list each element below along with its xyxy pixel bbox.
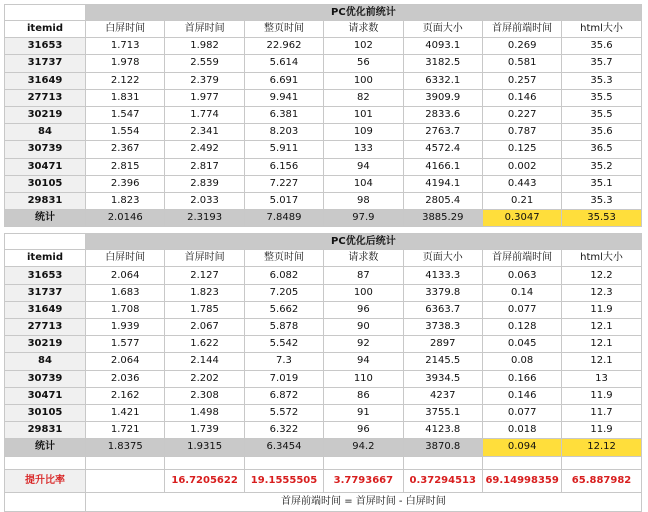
before-value-cell[interactable]: 1.774 (165, 106, 244, 123)
blank-row (5, 456, 642, 469)
after-value-cell[interactable]: 2145.5 (403, 353, 482, 370)
spreadsheet (4, 4, 641, 512)
after-value-cell[interactable]: 3934.5 (403, 370, 482, 387)
before-itemid-cell[interactable]: 31649 (5, 72, 86, 89)
before-column-header: html大小 (562, 21, 641, 38)
section-gap (5, 227, 642, 234)
after-value-cell[interactable]: 5.878 (244, 319, 323, 336)
before-value-cell[interactable]: 5.911 (244, 141, 323, 158)
before-table-row (5, 89, 642, 106)
stats-table (4, 4, 642, 512)
after-table-row (5, 387, 642, 404)
ratio-cell[interactable]: 3.7793667 (324, 469, 403, 492)
after-value-cell[interactable]: 0.063 (482, 267, 561, 284)
after-itemid-cell[interactable]: 29831 (5, 422, 86, 439)
before-value-cell[interactable]: 109 (324, 124, 403, 141)
after-title-blank[interactable] (5, 234, 86, 250)
after-value-cell[interactable]: 12.1 (562, 319, 641, 336)
before-value-cell[interactable]: 0.125 (482, 141, 561, 158)
after-value-cell[interactable]: 2.036 (86, 370, 165, 387)
before-title-blank[interactable] (5, 5, 86, 21)
after-value-cell[interactable]: 91 (324, 404, 403, 421)
before-value-cell[interactable]: 2.559 (165, 55, 244, 72)
after-column-header: html大小 (562, 250, 641, 267)
before-value-cell[interactable]: 9.941 (244, 89, 323, 106)
before-value-cell[interactable]: 0.581 (482, 55, 561, 72)
before-value-cell[interactable]: 2.367 (86, 141, 165, 158)
before-value-cell[interactable]: 2.492 (165, 141, 244, 158)
section-gap-cell (5, 227, 642, 234)
before-value-cell[interactable]: 2.815 (86, 158, 165, 175)
before-summary-cell[interactable]: 3885.29 (403, 210, 482, 227)
after-value-cell[interactable]: 2.144 (165, 353, 244, 370)
after-table-row (5, 301, 642, 318)
after-value-cell[interactable]: 86 (324, 387, 403, 404)
before-value-cell[interactable]: 2.839 (165, 175, 244, 192)
after-table-row (5, 319, 642, 336)
before-value-cell[interactable]: 0.787 (482, 124, 561, 141)
after-value-cell[interactable]: 2.127 (165, 267, 244, 284)
before-value-cell[interactable]: 35.6 (562, 38, 641, 55)
before-value-cell[interactable]: 2.379 (165, 72, 244, 89)
after-value-cell[interactable]: 0.146 (482, 387, 561, 404)
before-value-cell[interactable]: 94 (324, 158, 403, 175)
after-value-cell[interactable]: 87 (324, 267, 403, 284)
after-table-row (5, 422, 642, 439)
after-itemid-cell[interactable]: 84 (5, 353, 86, 370)
ratio-cell[interactable]: 0.37294513 (403, 469, 482, 492)
after-itemid-cell[interactable]: 30105 (5, 404, 86, 421)
after-summary-row (5, 439, 642, 456)
after-value-cell[interactable]: 0.14 (482, 284, 561, 301)
before-summary-cell[interactable]: 7.8489 (244, 210, 323, 227)
before-table-row (5, 141, 642, 158)
before-value-cell[interactable]: 35.6 (562, 124, 641, 141)
before-column-header: 整页时间 (244, 21, 323, 38)
after-value-cell[interactable]: 1.721 (86, 422, 165, 439)
before-value-cell[interactable]: 1.823 (86, 192, 165, 209)
after-value-cell[interactable]: 1.708 (86, 301, 165, 318)
after-value-cell[interactable]: 3755.1 (403, 404, 482, 421)
after-value-cell[interactable]: 1.823 (165, 284, 244, 301)
blank-cell[interactable] (562, 456, 641, 469)
after-itemid-cell[interactable]: 31737 (5, 284, 86, 301)
before-value-cell[interactable]: 1.713 (86, 38, 165, 55)
before-summary-row (5, 210, 642, 227)
before-title-row (5, 5, 642, 21)
before-table-row (5, 158, 642, 175)
after-column-header: 整页时间 (244, 250, 323, 267)
after-value-cell[interactable]: 6363.7 (403, 301, 482, 318)
ratio-label[interactable]: 提升比率 (5, 469, 86, 492)
before-value-cell[interactable]: 22.962 (244, 38, 323, 55)
before-value-cell[interactable]: 36.5 (562, 141, 641, 158)
before-value-cell[interactable]: 0.257 (482, 72, 561, 89)
after-table-row (5, 370, 642, 387)
before-value-cell[interactable]: 3182.5 (403, 55, 482, 72)
before-column-header: 首屏前端时间 (482, 21, 561, 38)
before-value-cell[interactable]: 133 (324, 141, 403, 158)
after-summary-cell[interactable]: 94.2 (324, 439, 403, 456)
before-value-cell[interactable]: 35.5 (562, 89, 641, 106)
before-summary-cell[interactable]: 2.3193 (165, 210, 244, 227)
after-value-cell[interactable]: 1.421 (86, 404, 165, 421)
before-value-cell[interactable]: 82 (324, 89, 403, 106)
before-table-row (5, 192, 642, 209)
blank-cell[interactable] (86, 456, 165, 469)
before-value-cell[interactable]: 2833.6 (403, 106, 482, 123)
before-value-cell[interactable]: 2763.7 (403, 124, 482, 141)
after-value-cell[interactable]: 7.019 (244, 370, 323, 387)
before-value-cell[interactable]: 0.146 (482, 89, 561, 106)
before-itemid-cell[interactable]: 27713 (5, 89, 86, 106)
before-header-row (5, 21, 642, 38)
after-value-cell[interactable]: 2.162 (86, 387, 165, 404)
before-summary-cell[interactable]: 35.53 (562, 210, 641, 227)
before-column-header: 页面大小 (403, 21, 482, 38)
after-value-cell[interactable]: 2.064 (86, 353, 165, 370)
after-value-cell[interactable]: 7.3 (244, 353, 323, 370)
before-table-row (5, 175, 642, 192)
blank-cell[interactable] (482, 456, 561, 469)
after-value-cell[interactable]: 11.9 (562, 387, 641, 404)
before-value-cell[interactable]: 4093.1 (403, 38, 482, 55)
before-itemid-cell[interactable]: 31653 (5, 38, 86, 55)
before-value-cell[interactable]: 6.156 (244, 158, 323, 175)
after-value-cell[interactable]: 0.045 (482, 336, 561, 353)
before-value-cell[interactable]: 102 (324, 38, 403, 55)
after-value-cell[interactable]: 1.939 (86, 319, 165, 336)
ratio-row (5, 469, 642, 492)
after-value-cell[interactable]: 6.082 (244, 267, 323, 284)
after-value-cell[interactable]: 3379.8 (403, 284, 482, 301)
before-table-row (5, 72, 642, 89)
after-section-title: PC优化后统计 (86, 234, 642, 250)
before-summary-cell[interactable]: 0.3047 (482, 210, 561, 227)
before-value-cell[interactable]: 2.122 (86, 72, 165, 89)
after-value-cell[interactable]: 11.9 (562, 422, 641, 439)
after-column-header: 页面大小 (403, 250, 482, 267)
after-value-cell[interactable]: 12.2 (562, 267, 641, 284)
before-value-cell[interactable]: 0.21 (482, 192, 561, 209)
note-blank[interactable] (5, 492, 86, 511)
after-title-row (5, 234, 642, 250)
before-table-row (5, 38, 642, 55)
after-value-cell[interactable]: 5.542 (244, 336, 323, 353)
before-value-cell[interactable]: 0.443 (482, 175, 561, 192)
before-value-cell[interactable]: 2.341 (165, 124, 244, 141)
before-value-cell[interactable]: 35.3 (562, 192, 641, 209)
ratio-cell[interactable] (86, 469, 165, 492)
before-value-cell[interactable]: 4194.1 (403, 175, 482, 192)
after-summary-cell[interactable]: 1.8375 (86, 439, 165, 456)
before-itemid-cell[interactable]: 84 (5, 124, 86, 141)
after-value-cell[interactable]: 0.128 (482, 319, 561, 336)
before-itemid-cell[interactable]: 31737 (5, 55, 86, 72)
after-value-cell[interactable]: 0.166 (482, 370, 561, 387)
blank-cell[interactable] (403, 456, 482, 469)
after-value-cell[interactable]: 11.7 (562, 404, 641, 421)
after-value-cell[interactable]: 100 (324, 284, 403, 301)
after-itemid-cell[interactable]: 30471 (5, 387, 86, 404)
before-value-cell[interactable]: 0.269 (482, 38, 561, 55)
before-value-cell[interactable]: 1.554 (86, 124, 165, 141)
after-column-header: itemid (5, 250, 86, 267)
before-value-cell[interactable]: 35.5 (562, 106, 641, 123)
ratio-cell[interactable]: 65.887982 (562, 469, 641, 492)
after-value-cell[interactable]: 4123.8 (403, 422, 482, 439)
before-value-cell[interactable]: 5.017 (244, 192, 323, 209)
before-column-header: 请求数 (324, 21, 403, 38)
before-value-cell[interactable]: 35.1 (562, 175, 641, 192)
after-value-cell[interactable]: 1.577 (86, 336, 165, 353)
after-table-row (5, 404, 642, 421)
after-column-header: 请求数 (324, 250, 403, 267)
after-value-cell[interactable]: 6.872 (244, 387, 323, 404)
after-value-cell[interactable]: 0.077 (482, 301, 561, 318)
after-summary-cell[interactable]: 12.12 (562, 439, 641, 456)
before-column-header: itemid (5, 21, 86, 38)
after-table-row (5, 353, 642, 370)
before-table-row (5, 106, 642, 123)
after-value-cell[interactable]: 2.308 (165, 387, 244, 404)
after-value-cell[interactable]: 7.205 (244, 284, 323, 301)
before-column-header: 白屏时间 (86, 21, 165, 38)
before-value-cell[interactable]: 35.3 (562, 72, 641, 89)
after-value-cell[interactable]: 5.662 (244, 301, 323, 318)
before-value-cell[interactable]: 2.033 (165, 192, 244, 209)
after-summary-label[interactable]: 统计 (5, 439, 86, 456)
before-value-cell[interactable]: 6.381 (244, 106, 323, 123)
after-value-cell[interactable]: 0.077 (482, 404, 561, 421)
after-summary-cell[interactable]: 0.094 (482, 439, 561, 456)
after-summary-cell[interactable]: 3870.8 (403, 439, 482, 456)
after-value-cell[interactable]: 90 (324, 319, 403, 336)
before-value-cell[interactable]: 1.547 (86, 106, 165, 123)
after-summary-cell[interactable]: 6.3454 (244, 439, 323, 456)
after-table-row (5, 336, 642, 353)
before-table-row (5, 55, 642, 72)
after-value-cell[interactable]: 1.785 (165, 301, 244, 318)
after-column-header: 首屏时间 (165, 250, 244, 267)
after-value-cell[interactable]: 4237 (403, 387, 482, 404)
after-value-cell[interactable]: 11.9 (562, 301, 641, 318)
before-value-cell[interactable]: 1.977 (165, 89, 244, 106)
before-value-cell[interactable]: 1.831 (86, 89, 165, 106)
before-value-cell[interactable]: 8.203 (244, 124, 323, 141)
after-value-cell[interactable]: 3738.3 (403, 319, 482, 336)
before-value-cell[interactable]: 1.982 (165, 38, 244, 55)
after-itemid-cell[interactable]: 27713 (5, 319, 86, 336)
before-section-title: PC优化前统计 (86, 5, 642, 21)
after-value-cell[interactable]: 1.683 (86, 284, 165, 301)
before-value-cell[interactable]: 2805.4 (403, 192, 482, 209)
after-value-cell[interactable]: 96 (324, 422, 403, 439)
before-value-cell[interactable]: 2.817 (165, 158, 244, 175)
before-value-cell[interactable]: 35.7 (562, 55, 641, 72)
after-value-cell[interactable]: 2.064 (86, 267, 165, 284)
before-table-row (5, 124, 642, 141)
before-itemid-cell[interactable]: 29831 (5, 192, 86, 209)
after-value-cell[interactable]: 110 (324, 370, 403, 387)
before-itemid-cell[interactable]: 30739 (5, 141, 86, 158)
before-value-cell[interactable]: 1.978 (86, 55, 165, 72)
before-value-cell[interactable]: 4166.1 (403, 158, 482, 175)
after-value-cell[interactable]: 4133.3 (403, 267, 482, 284)
after-value-cell[interactable]: 0.018 (482, 422, 561, 439)
after-table-row (5, 284, 642, 301)
after-value-cell[interactable]: 5.572 (244, 404, 323, 421)
before-itemid-cell[interactable]: 30471 (5, 158, 86, 175)
ratio-cell[interactable]: 69.14998359 (482, 469, 561, 492)
after-table-row (5, 267, 642, 284)
formula-note: 首屏前端时间 = 首屏时间 - 白屏时间 (86, 492, 642, 511)
before-value-cell[interactable]: 2.396 (86, 175, 165, 192)
after-value-cell[interactable]: 96 (324, 301, 403, 318)
after-value-cell[interactable]: 2.067 (165, 319, 244, 336)
before-value-cell[interactable]: 35.2 (562, 158, 641, 175)
after-itemid-cell[interactable]: 31653 (5, 267, 86, 284)
blank-cell[interactable] (165, 456, 244, 469)
before-summary-cell[interactable]: 2.0146 (86, 210, 165, 227)
ratio-cell[interactable]: 16.7205622 (165, 469, 244, 492)
after-value-cell[interactable]: 1.739 (165, 422, 244, 439)
after-value-cell[interactable]: 2.202 (165, 370, 244, 387)
before-summary-label[interactable]: 统计 (5, 210, 86, 227)
before-value-cell[interactable]: 98 (324, 192, 403, 209)
after-itemid-cell[interactable]: 30739 (5, 370, 86, 387)
before-value-cell[interactable]: 0.227 (482, 106, 561, 123)
before-value-cell[interactable]: 5.614 (244, 55, 323, 72)
before-itemid-cell[interactable]: 30105 (5, 175, 86, 192)
before-value-cell[interactable]: 101 (324, 106, 403, 123)
before-value-cell[interactable]: 6332.1 (403, 72, 482, 89)
blank-cell[interactable] (5, 456, 86, 469)
before-value-cell[interactable]: 7.227 (244, 175, 323, 192)
after-value-cell[interactable]: 0.08 (482, 353, 561, 370)
after-value-cell[interactable]: 12.3 (562, 284, 641, 301)
after-column-header: 白屏时间 (86, 250, 165, 267)
after-value-cell[interactable]: 1.498 (165, 404, 244, 421)
after-value-cell[interactable]: 12.1 (562, 336, 641, 353)
after-value-cell[interactable]: 12.1 (562, 353, 641, 370)
before-value-cell[interactable]: 0.002 (482, 158, 561, 175)
blank-cell[interactable] (324, 456, 403, 469)
before-value-cell[interactable]: 3909.9 (403, 89, 482, 106)
after-value-cell[interactable]: 92 (324, 336, 403, 353)
after-value-cell[interactable]: 1.622 (165, 336, 244, 353)
before-value-cell[interactable]: 100 (324, 72, 403, 89)
after-itemid-cell[interactable]: 31649 (5, 301, 86, 318)
after-value-cell[interactable]: 94 (324, 353, 403, 370)
after-itemid-cell[interactable]: 30219 (5, 336, 86, 353)
before-value-cell[interactable]: 104 (324, 175, 403, 192)
ratio-cell[interactable]: 19.1555505 (244, 469, 323, 492)
after-value-cell[interactable]: 2897 (403, 336, 482, 353)
before-column-header: 首屏时间 (165, 21, 244, 38)
before-value-cell[interactable]: 6.691 (244, 72, 323, 89)
note-row (5, 492, 642, 511)
stats-table-body (5, 5, 642, 512)
after-column-header: 首屏前端时间 (482, 250, 561, 267)
before-value-cell[interactable]: 4572.4 (403, 141, 482, 158)
after-header-row (5, 250, 642, 267)
before-value-cell[interactable]: 56 (324, 55, 403, 72)
before-itemid-cell[interactable]: 30219 (5, 106, 86, 123)
after-summary-cell[interactable]: 1.9315 (165, 439, 244, 456)
before-summary-cell[interactable]: 97.9 (324, 210, 403, 227)
after-value-cell[interactable]: 6.322 (244, 422, 323, 439)
blank-cell[interactable] (244, 456, 323, 469)
after-value-cell[interactable]: 13 (562, 370, 641, 387)
